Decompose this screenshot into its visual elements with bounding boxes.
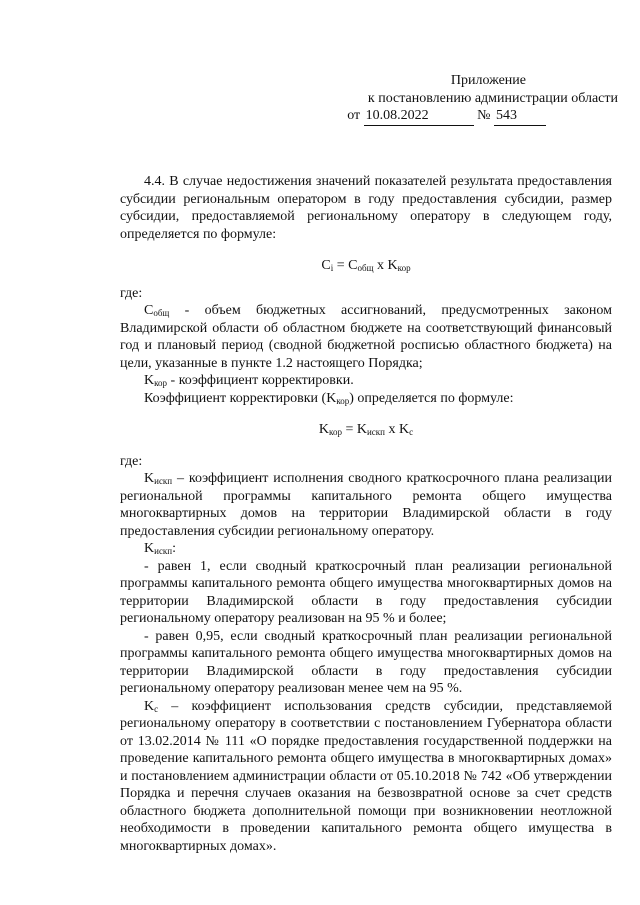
bullet-equal-095: - равен 0,95, если сводный краткосрочный план реализации региональной программы капитального ремонта общего имущества многоквартирных домов на территории Владимирской области в году предоставления субсидии региональному оператору реализован менее чем на 95 %. (120, 628, 612, 696)
definition-kiskp: $K_{искп}$ – коэффициент исполнения сводного краткосрочного плана реализации региональной программы капитального ремонта общего имущества многоквартирных домов на территории Владимирской области в году предоставления субсидии региональному оператору. (120, 471, 612, 539)
number-prefix: № (477, 108, 491, 123)
where-label-2: где: (120, 453, 143, 469)
appendix-subtitle: к постановлению администрации области (367, 90, 618, 106)
definition-cobsh: $C_{общ}$ - объем бюджетных ассигнований, предусмотренных законом Владимирской области об областном бюджете на соответствующий финансовый год и плановый период (сводной бюджетной росписью областного бюджета) на цели, указанные в пункте 1.2 настоящего Порядка; (120, 303, 612, 371)
appendix-title: Приложение (450, 73, 526, 88)
definition-kkor: $K_{кор}$ - коэффициент корректировки. (144, 373, 354, 388)
document-header (318, 72, 618, 126)
decree-number: 543 (494, 107, 546, 126)
bullet-equal-1: - равен 1, если сводный краткосрочный план реализации региональной программы капитального ремонта общего имущества многоквартирных домов на территории Владимирской области в году предоставления субсидии региональному оператору реализован на 95 % и более; (120, 558, 612, 626)
date-prefix: от (347, 108, 361, 123)
formula-kkor: $K_{кор} = K_{искп}$ x $K_c$ (318, 422, 414, 437)
definition-kc: $K_c$ – коэффициент использования средств субсидии, представляемой региональному оператору в соответствии с постановлением Губернатора области от 13.02.2014 № 111 «О порядке предоставления государственной поддержки на проведение капитального ремонта общего имущества в многоквартирных домах» и постановлением администрации области от 05.10.2018 № 742 «Об утверждении Порядка и перечня случаев оказания на безвозвратной основе за счет средств областного бюджета дополнительной помощи при возникновении неотложной необходимости в проведении капитального ремонта общего имущества в многоквартирных домах». (120, 698, 612, 854)
decree-date-number (318, 107, 618, 126)
where-label-1: где: (120, 285, 143, 301)
document-body (120, 173, 612, 855)
kkor-formula-intro: Коэффициент корректировки $(K_{кор})$ определяется по формуле: (144, 390, 514, 406)
decree-date: 10.08.2022 (364, 107, 474, 126)
formula-subsidy: $C_i = C_{общ}$ x $K_{кор}$ (321, 258, 411, 273)
paragraph-4-4: 4.4. В случае недостижения значений показателей результата предоставления субсидии региональным оператором в году предоставления субсидии, размер субсидии, предоставляемой региональному оператору в следующем году, определяется по формуле: (120, 174, 612, 242)
kiskp-label: $K_{искп}$: (144, 541, 177, 556)
